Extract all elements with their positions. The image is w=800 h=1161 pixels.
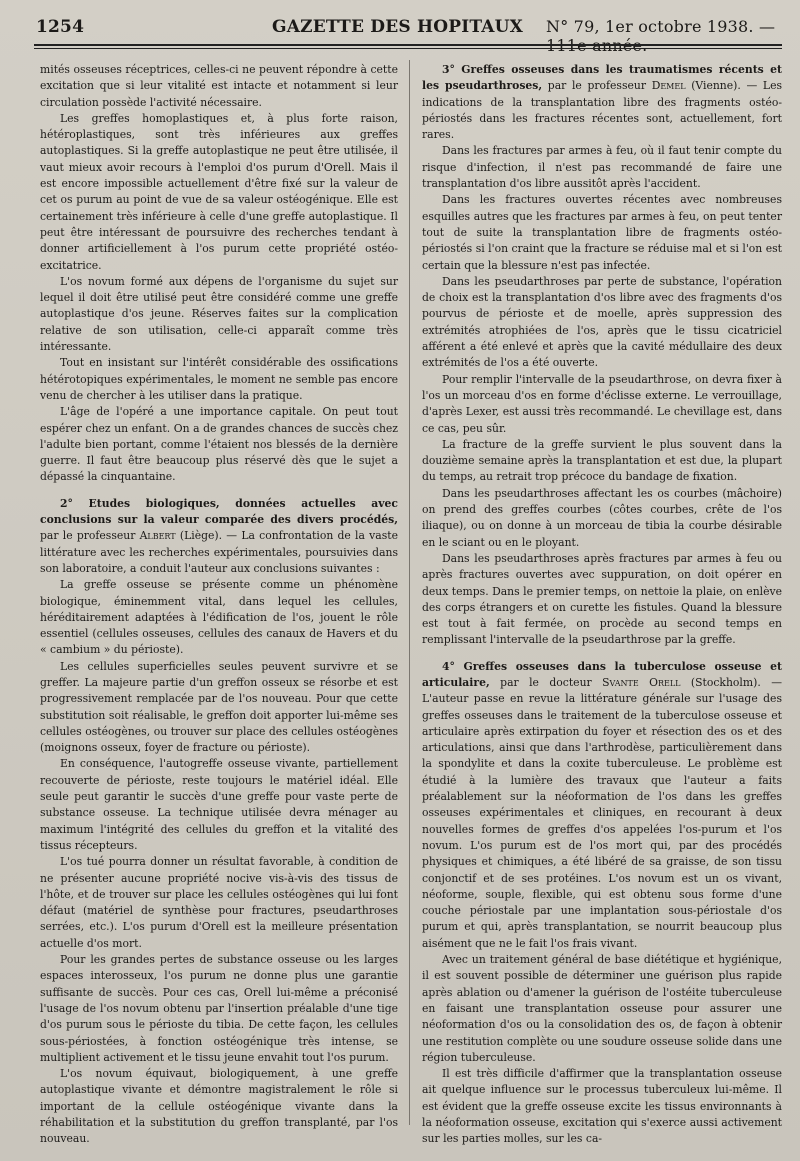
section-heading-text: par le professeur [40,529,140,543]
paragraph: Dans les pseudarthroses après fractures par armes à feu ou après fractures ouvertes avec suppuration, on doit opérer en deux temps. Dans le premier temps, on nettoie la plaie, on enlève des corps étrangers et on curette les fistules. Quand la blessure est tout à fait fermée, on procède au second temps en remplissant l'intervalle de la pseudarthrose par la greffe. [422,551,782,647]
paragraph: L'os novum formé aux dépens de l'organisme du sujet sur lequel il doit être utilisé peut être considéré comme une greffe autoplastique d'os jeune. Réserves faites sur la complication relative de son utilisation, celle-ci apparaît comme très intéressante. [40,274,398,354]
paragraph: L'os novum équivaut, biologiquement, à une greffe autoplastique vivante et démontre magistralement le rôle si important de la cellule ostéogénique vivante dans la réhabilitation et la substitution du greffon transplanté, par l'os nouveau. [40,1067,398,1146]
author-name: Albert [139,529,176,543]
section-heading-text: par le professeur [542,79,652,93]
section-heading-3 [422,62,782,143]
author-name: Demel [651,79,686,93]
section-heading-title: 4° Greffes osseuses dans la tuberculose osseuse et articulaire, [422,659,782,689]
section-heading-text: par le docteur [489,675,603,689]
paragraph: L'os tué pourra donner un résultat favorable, à condition de ne présenter aucune propriété nocive vis-à-vis des tissus de l'hôte, et de trouver sur place les cellules ostéogènes qui lui font défaut (matériel de synthèse pour fractures, pseudarthroses serrées, etc.). L'os purum d'Orell est la meilleure présentation actuelle d'os mort. [40,855,398,950]
paragraph: Il est très difficile d'affirmer que la transplantation osseuse ait quelque influence sur le processus tuberculeux lui-même. Il est évident que la greffe osseuse excite les tissus environnants à la néoformation osseuse, excitation qui s'exerce aussi activement sur les parties molles, sur les ca- [422,1067,782,1146]
paragraph: Dans les pseudarthroses par perte de substance, l'opération de choix est la transplantation d'os libre avec des fragments d'os pourvus de périoste et de moelle, après suppression des extrémités atrophiées de l'os, après que le tissu cicatriciel afférent a été enlevé et après que la cavité médullaire des deux extrémités de l'os a été ouverte. [422,274,782,370]
paragraph: mités osseuses réceptrices, celles-ci ne peuvent répondre à cette excitation que si leur vitalité est intacte et notamment si leur circulation possède l'activité nécessaire. [40,63,398,109]
paragraph: La fracture de la greffe survient le plus souvent dans la douzième semaine après la transplantation et est due, la plupart du temps, au retrait trop précoce du bandage de fixation. [422,437,782,484]
paragraph: Les greffes homoplastiques et, à plus forte raison, hétéroplastiques, sont très inférieures aux greffes autoplastiques. Si la greffe autoplastique ne peut être utilisée, il vaut mieux avoir recours à l'emploi d'os purum d'Orell. Mais il est encore impossible actuellement d'être fixé sur la valeur de cet os purum au point de vue de sa valeur ostéogénique. Elle est certainement très inférieure à celle d'une greffe autoplastique. Il peut être intéressant de poursuivre des recherches tendant à donner artificiellement à l'os purum cette propriété ostéo-excitatrice. [40,111,398,272]
journal-title: GAZETTE DES HOPITAUX [272,17,524,37]
header-rule-thin [34,48,782,49]
paragraph: Tout en insistant sur l'intérêt considérable des ossifications hétérotopiques expérimentales, le moment ne semble pas encore venu de chercher à les utiliser dans la pratique. [40,356,398,402]
paragraph: Pour remplir l'intervalle de la pseudarthrose, on devra fixer à l'os un morceau d'os en forme d'éclisse externe. Le verrouillage, d'après Lexer, est aussi très recommandé. Le chevillage est, dans ce cas, peu sûr. [422,372,782,435]
section-heading-4 [422,659,782,952]
section-heading-text: (Vienne). — Les indications de la transplantation libre des fragments ostéo-périostés dans les fractures récentes sont, actuellement, fort rares. [422,79,783,142]
page-header [34,14,782,55]
paragraph: Dans les fractures ouvertes récentes avec nombreuses esquilles autres que les fractures par armes à feu, on peut tenter tout de suite la transplantation libre de fragments ostéo-périostés si l'on craint que la fracture se réduise mal et si l'on est certain que la blessure n'est pas infectée. [422,193,782,272]
paragraph: Pour les grandes pertes de substance osseuse ou les larges espaces interosseux, l'os purum ne donne plus une garantie suffisante de succès. Pour ces cas, Orell lui-même a préconisé l'usage de l'os novum obtenu par l'insertion préalable d'une tige d'os purum sous le périoste du tibia. De cette façon, les cellules sous-périostées, à fonction ostéogénique très intense, se multiplient activement et le tissu jeune envahit tout l'os purum. [40,953,398,1064]
left-column [40,62,398,1148]
right-column [422,62,782,1148]
paragraph: En conséquence, l'autogreffe osseuse vivante, partiellement recouverte de périoste, reste toujours le matériel idéal. Elle seule peut garantir le succès d'une greffe pour vaste perte de substance osseuse. La technique utilisée devra ménager au maximum l'intégrité des cellules du greffon et la vitalité des tissus récepteurs. [40,757,398,852]
paragraph: La greffe osseuse se présente comme un phénomène biologique, éminemment vital, dans lequel les cellules, héréditairement adaptées à l'édification de l'os, jouent le rôle essentiel (cellules osseuses, cellules des canaux de Havers et du « cambium » du périoste). [40,578,398,657]
section-heading-title: 3° Greffes osseuses dans les traumatismes récents et les pseudarthroses, [422,63,782,93]
section-heading-title: 2° Etudes biologiques, données actuelles avec conclusions sur la valeur comparée des divers procédés, [40,496,398,527]
header-rule [34,44,782,46]
paragraph: Les cellules superficielles seules peuvent survivre et se greffer. La majeure partie d'un greffon osseux se résorbe et est progressivement remplacée par de l'os nouveau. Pour que cette substitution soit réalisable, le greffon doit apporter lui-même ses cellules ostéogènes, ou trouver sur place des cellules ostéogènes (moignons osseux, foyer de fracture ou périoste). [40,659,398,755]
page-number: 1254 [36,17,85,37]
column-divider [409,60,410,1125]
section-heading-2 [40,496,398,577]
issue-info: N° 79, 1er octobre 1938. — 111e année. [546,17,776,55]
paragraph: Dans les pseudarthroses affectant les os courbes (mâchoire) on prend des greffes courbes (côtes courbes, crête de l'os iliaque), ou on donne à un morceau de tibia la courbe désirable en le sciant ou en le ployant. [422,486,782,549]
paragraph: Dans les fractures par armes à feu, où il faut tenir compte du risque d'infection, il n'est pas recommandé de faire une transplantation d'os libre aussitôt après l'accident. [422,144,782,191]
paragraph: Avec un traitement général de base diététique et hygiénique, il est souvent possible de déterminer une guérison plus rapide après ablation ou d'amener la guérison de l'ostéite tuberculeuse en faisant une transplantation osseuse pour assurer une néoformation d'os ou la consolidation des os, de façon à obtenir une restitution complète ou une soudure osseuse solide dans une région tuberculeuse. [422,953,782,1064]
section-heading-text: (Stockholm). — L'auteur passe en revue la littérature générale sur l'usage des greffes osseuses dans le traitement de la tuberculose osseuse et articulaire après extirpation du foyer et résection des os et des articulations, ainsi que dans l'arthrodèse, particulièrement dans la spondylite et dans la coxite tuberculeuse. Le problème est étudié à la lumière des travaux que l'auteur a faits préalablement sur la néoformation de l'os dans les greffes osseuses expérimentales et cliniques, en recourant à deux nouvelles formes de greffes d'os appelées l'os-purum et l'os novum. L'os purum est de l'os mort qui, par des procédés physiques et chimiques, a été libéré de sa graisse, de son tissu conjonctif et de ses protéines. L'os novum est un os vivant, néoforme, souple, flexible, qui est obtenu sous forme d'une couche périostale par une implantation sous-périostale d'os purum et qui, après transplantation, se nourrit beaucoup plus aisément que ne le fait l'os frais vivant. [422,675,782,950]
author-name: Svante Orell [602,675,681,689]
section-heading-text: (Liège). — La confrontation de la vaste littérature avec les recherches expérimentales, poursuivies dans son laboratoire, a conduit l'auteur aux conclusions suivantes : [40,529,398,575]
paragraph: L'âge de l'opéré a une importance capitale. On peut tout espérer chez un enfant. On a de grandes chances de succès chez l'adulte bien portant, comme l'étaient nos blessés de la dernière guerre. Il faut être beaucoup plus réservé dès que le sujet a dépassé la cinquantaine. [40,405,398,484]
